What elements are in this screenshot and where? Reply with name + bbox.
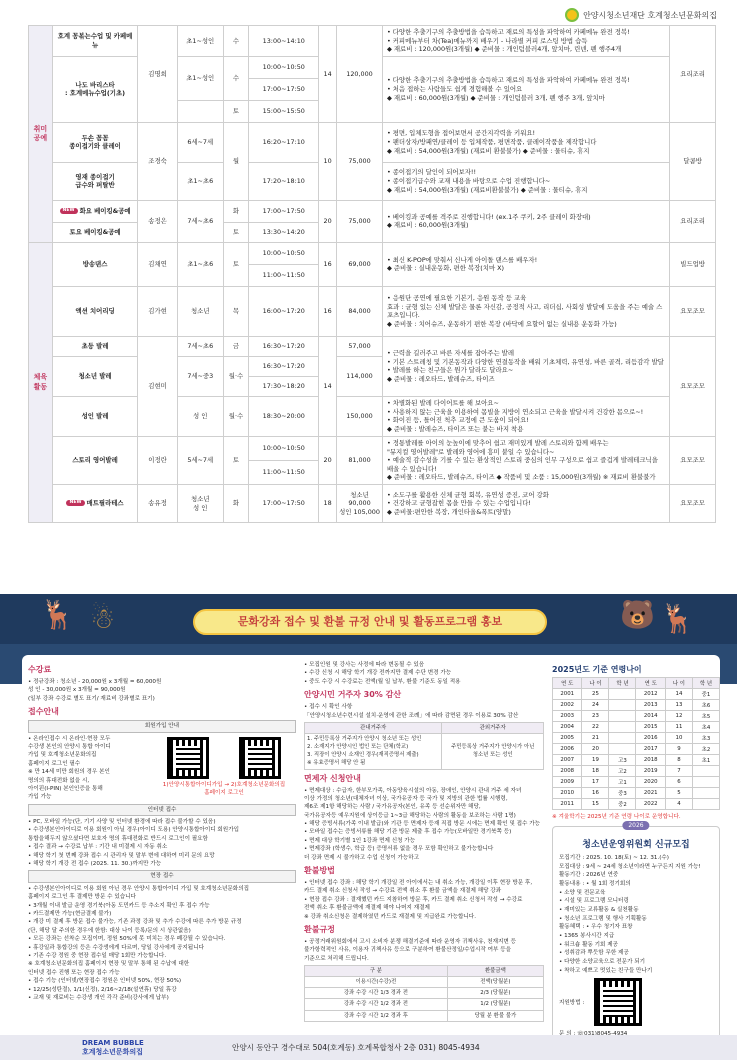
online-body: • PC, 모바일 가능(단, 기기 사양 및 인터넷 환경에 따라 접수 불가할 수 있음) • 수강생본인아이디로 이용 회원이 아닐 경우(아이디 도용) 안양시통합아이디 회원가입 통합을해두지 않으셨다면 보호자 명의 휴대전화로 반드시 로그인이 필요함 • 접수 결과 → 수강료 납부 : 기간 내 미결제 시 자동 취소 • 해당 학기 첫 번째 강좌 접수 시 관리자 및 말부 변에 대하여 미리 문의 요망 • 해당 학기 개강 전 접수 (2025. 11. 30.)까지만 가능 [28, 819, 240, 868]
program-name: 성인 발레 [52, 396, 137, 436]
day: 화 [223, 485, 249, 523]
refund-rule-title: 환불규정 [304, 924, 335, 934]
target: 7세~초6 [177, 200, 223, 242]
table-row: 2002 24 2013 13 초6 [553, 700, 720, 711]
description: • 종이접기의 달인이 되어보자!! • 종이접기급수와 교재 내용을 바탕으로 수업 진행합니다~ ◆ 재료비 : 54,000원(3개월) (재료비환불불가) ◆ 준비물 : 물티슈, 휴지 [382, 162, 669, 200]
fee: 120,000 [337, 26, 383, 123]
reindeer-icon: 🦌 [660, 602, 695, 635]
target: 초1~초6 [177, 242, 223, 286]
onsite-box-title: 현장 접수 [28, 870, 296, 882]
fee: 84,000 [337, 286, 383, 336]
table-row: 이용시간(수강)전 전액(당월분) [305, 977, 544, 988]
teacher: 송정은 [138, 200, 178, 242]
member-box-title: 회원가입 안내 [28, 720, 296, 732]
description: • 최신 K-POP에 맞춰서 신나게 아이돌 댄스를 배우자! ◆ 준비물 : 실내운동화, 편한 복장(치마 X) [382, 242, 669, 286]
refund-method-body: • 인터넷 접수 강좌 : 해당 학기 개강일 전 아이에서는 내 취소 가능, 개강일 이후 현장 방문 후, 카드 결제 취소 신청서 작성 → 수강료 전액 취소 후 환불 금액을 재결제 해당 강좌 • 현장 접수 강좌 : 결재했던 카드 지참하여 방문 후, 카드 결제 취소 신청서 작성 → 수강료 전액 취소 후 환불금액에 재결제 해야 나머지 재결제 ※ 강좌 취소신청은 결제하였던 카드로 재결제 및 지급완료 가능합니다. [304, 880, 533, 920]
exemption-body: • 면제대상 : 수급자, 한부모가족, 아동양육시설의 아동, 장애인, 안양시 관내 거주 세 자녀 이상 가정의 청소년(대체자녀 이상, 국가유공자 등 국가 및 지방의 관한 법률 시행령, 제6조 제1항 해당하는 사람 / 국가유공자(본인, 유족 등 선순위자만 해당, 국가유공자등 예우지원에 상이등급 1~3급 해당하는 사람의 활동을 보조하는 사람 1명) • 해당 증빙서류(가족 이내 발급)와 기관 등 면제자 등재 직접 방문 시에는 면제 확인 및 접수 가능 • 모바일 접수는 증빙서류를 해당 기관 방문 제출 후 접수 가능(모바일만 경기북쪽 등) • 면제 대상 학기별 1인 1강좌 면제 신청 가능 • 면제강좌 (학생수, 학급 등) 증명서류 없을 경우 포함 확인하고 불가능합니다 더 강좌 면제 시 불가하고 수업 신청이 가능하고 [304, 787, 541, 861]
info-panel [22, 655, 720, 1035]
capacity: 16 [319, 286, 337, 336]
target: 6세~7세 [177, 122, 223, 162]
teacher: 김채연 [138, 242, 178, 286]
target: 5세~7세 [177, 436, 223, 484]
capacity: 16 [319, 242, 337, 286]
target: 청소년 성 인 [177, 485, 223, 523]
day: 수 [223, 56, 249, 100]
target: 청소년 [177, 286, 223, 336]
time: 16:20~17:10 [249, 122, 319, 162]
age-table: 연 도 나 이 학 년 연 도 나 이 학 년 2001 25 2012 14 중1 2002 24 2013 13 초6 2003 23 2014 12 초5 2004 22 2015 11 초4 2005 21 2016 10 초3 2006 20 2017 9 초2 2007 19 고3 2018 8 초1 2008 18 고2 2019 7 2009 17 고1 2020 6 2010 16 중3 2021 5 2011 15 중2 2022 4 [552, 677, 720, 810]
program-name: NEW 화요 베이킹&공예 [52, 200, 137, 222]
teacher: 조경숙 [138, 122, 178, 200]
program-name: 토요 베이킹&공예 [52, 222, 137, 242]
table-row: 2005 21 2016 10 초3 [553, 733, 720, 744]
day: 금 [223, 336, 249, 356]
table-row: 강좌 수강 시간 1/2 경과 후 당월 분 환불 불가 [305, 1010, 544, 1021]
time: 18:30~20:00 [249, 396, 319, 436]
org-logo-icon [565, 8, 579, 22]
day: 월·수 [223, 396, 249, 436]
middle-column [304, 661, 544, 1024]
description: • 차별화된 발레 다이어트를 해 보아요~ • 사용하지 않는 근육을 이용하여 몸빌을 지방이 연소되고 근육을 발달시켜 건강한 몸으로~! • 화이진 등, 틀어진 척추 교정에 큰 도움이 되어요! ◆ 준비물 : 발레슈즈, 타이즈 또는 붙는 바지 착용 [382, 396, 669, 436]
description: • 평면, 입체도형을 접어보면서 공간지각력을 키워요! • 팬더상자/방패연/클레이 등 입체작품, 평면작품, 클레이작품을 제작합니다 ◆ 재료비 : 54,000원(3개월) (재료비 환불불가) ◆ 준비물 : 물티슈, 휴지 [382, 122, 669, 162]
target: 초1~성인 [177, 26, 223, 57]
discount-table: 관내거주자 관외거주자 1. 주민등록상 거주지가 안양시 청소년 또는 성인 2. 소재지가 안양시인 법인 또는 단체(학교) 3. 직장이 안양시 소재인 경우(재직증명서 제출) ※ 유효증명서 해당 안 됨 주민등록상 거주지가 안양시가 아닌 청소년 또는 성인 [304, 722, 544, 770]
time: 17:30~18:20 [249, 376, 319, 396]
reindeer-icon: 🦌 [40, 598, 75, 631]
table-row: 2006 20 2017 9 초2 [553, 744, 720, 755]
table-row: 2003 23 2014 12 초5 [553, 711, 720, 722]
time: 17:00~17:50 [249, 485, 319, 523]
age-title: 2025년도 기준 연령나이 [552, 665, 642, 674]
right-column [552, 661, 720, 1042]
refund-rule-body: • 공정거래위원회에서 고시 소비자 분쟁 해결기준에 따라 운영자 귀책사유, 천재지변 등 불가항력적인 사유, 이용자 귀책사유 등으로 구분하여 환불산정일/수업시작 여부 등을 기준으로 처리해 드립니다. [304, 938, 516, 962]
day: 월 [223, 122, 249, 200]
fee: 81,000 [337, 436, 383, 484]
time: 17:20~18:10 [249, 162, 319, 200]
fee: 69,000 [337, 242, 383, 286]
fee: 75,000 [337, 200, 383, 242]
fee: 57,000 [337, 336, 383, 356]
capacity: 20 [319, 436, 337, 484]
time: 17:00~17:50 [249, 200, 319, 222]
left-column [28, 661, 296, 1002]
refund-table: 구 분 환불금액 이용시간(수강)전 전액(당월분) 강좌 수강 시간 1/3 경과 전 2/3 (당월분) 강좌 수강 시간 1/2 경과 전 1/2 (당월분) 강좌 수강 시간 1/2 경과 후 당월 분 환불 불가 [304, 965, 544, 1022]
fee: 114,000 [337, 356, 383, 396]
place: 요모조모 [670, 436, 716, 484]
teacher: 김가현 [138, 286, 178, 336]
program-name: 스토리 영어발레 [52, 436, 137, 484]
age-note: ※ 겨울학기는 2025년 기준 연령 나이로 운영합니다. [552, 814, 681, 820]
youth-council-title: 청소년운영위원회 신규모집 [582, 840, 690, 850]
table-row: 2011 15 중2 2022 4 [553, 799, 720, 810]
day: 목 [223, 286, 249, 336]
time: 11:00~11:50 [249, 461, 319, 485]
place: 빌드업방 [670, 242, 716, 286]
table-row: 강좌 수강 시간 1/3 경과 전 2/3 (당월분) [305, 988, 544, 999]
program-name: 나도 바리스타 : 호계메뉴수업(기초) [52, 56, 137, 122]
capacity: 14 [319, 336, 337, 436]
category-sports: 체육 활동 [29, 242, 53, 522]
place: 요리조리 [670, 26, 716, 123]
table-row: 2010 16 중3 2021 5 [553, 788, 720, 799]
time: 16:30~17:20 [249, 356, 319, 376]
teacher: 이정란 [138, 436, 178, 484]
apply-label: 지원방법 : [559, 1000, 585, 1007]
youth-council-body: 모집기간 : 2025. 10. 18(토) ~ 12. 31.(수) 모집대상 : 9세 ~ 24세 청소년이라면 누구든지 지원 가능! 활동기간 : 2026년 연중 활동내용 : • 월 1회 정기회의 • 소양 및 전문교육 • 시설 및 프로그램 모니터링 • 재미있는 교류활동 & 실천활동 • 청소년 프로그램 및 행사 기획활동 활동혜택 : • 우수 청기자 표창 • 1365 봉사시간 지급 • 워크숍 활동 기회 제공 • 성취감과 뿌듯함 무한 제공 • 다양한 소양교육으로 전문가 되기 • 착하고 예쁘고 멋있는 친구들 만나기 [559, 855, 701, 974]
discount-sub: • 접수 시 확인 사항 「안양시청소년수련시설 설치·운영에 관한 조례」에 따라 감면된 경우 이용료 30% 감산 [304, 704, 519, 719]
teacher: 송유정 [138, 485, 178, 523]
target [177, 100, 223, 122]
bear-icon: 🐻 [620, 598, 655, 631]
fee-body: • 정규강좌 : 청소년 - 20,000원 x 3개월 = 60,000원 성 인 - 30,000원 x 3개월 = 90,000원 (일부 강좌 수강료 별도 표기/ 재료비 강좌별로 표기) [28, 679, 162, 702]
qr-code-icon[interactable] [239, 737, 281, 779]
program-name: 액션 치어리딩 [52, 286, 137, 336]
teacher: 김명희 [138, 26, 178, 123]
time: 15:00~15:50 [249, 100, 319, 122]
description: • 근력을 길러주고 바른 자세를 잡아주는 발레 • 기본 스트레칭 및 기본동작과 다양한 연결동작을 배워 기초체력, 유연성, 바른 골격, 리듬감각 발달 • 발레를 하는 친구들은 뭔가 달라도 달라요~ ◆ 준비물 : 레오타드, 발레슈즈, 타이즈 [382, 336, 669, 396]
target: 7세~중3 [177, 356, 223, 396]
target: 7세~초6 [177, 336, 223, 356]
place: 요모조모 [670, 485, 716, 523]
fee-title: 수강료 [28, 665, 52, 674]
fee: 75,000 [337, 122, 383, 200]
time: 10:00~10:50 [249, 242, 319, 264]
fee: 150,000 [337, 396, 383, 436]
day: 토 [223, 222, 249, 242]
online-box-title: 인터넷 접수 [28, 804, 296, 816]
registration-title: 접수안내 [28, 707, 59, 717]
day: 화 [223, 200, 249, 222]
program-name: NEW 매트필라테스 [52, 485, 137, 523]
day: 토 [223, 436, 249, 484]
member-body: • 온라인접수 시 온라인·현장 모두 수강생 본인의 안양시 통합 아이디 가입 및 호계청소년문화의집 홈페이지 로그인 필수 ※ 만 14세 미만 회원의 경우 본인 명의의 휴대전화 없을 시, 아이핀(I-PIN) 본인인증을 통해 가입 가능 [28, 735, 111, 801]
qr-code-icon[interactable] [594, 978, 642, 1026]
org-name: 안양시청소년재단 호계청소년문화의집 [583, 10, 717, 20]
place: 요모조모 [670, 286, 716, 336]
header [565, 8, 717, 22]
onsite-body: • 수강생본인아이디로 이용 회원 아닌 경우 안양시 통합아이디 가입 및 호계청소년문화의집 홈페이지 로그인 후 결제만 방문 수 있습니다 • 3개월 이내 발급 운영 경기북(아동 도민카드 등 추소지 확인 후 접수 가능 • 카드결제만 가능(현금결제 불가) • 개강 미 결제 후 방문 접수 불가능, 기존 과정 강좌 및 추가 수강에 따른 추가 방문 규정 (단, 해당 달 주의한 경우에 한함: 대상 나이 등록/문의 시 상관없음) • 모든 강좌는 선착순 모집이며, 정원 50%에 못 미치는 경우 폐강될 수 있습니다. • 휴강일과 통합강의 등은 수강생에게 다르며, 당일 강사에게 공지됩니다 • 기존 수강 정원 중 현장 접수일 매당 1회만 가능합니다. ※ 호계청소년문화의집 홈페이지 현장 및 말부 통해 된 수납에 대한 인터넷 접수 진행 또는 현장 접수 가능 • 접수 기능 (인터넷/현장접수 정원은 인터넷 50%, 현장 50%) • 12/25(성탄절), 1/1(신정), 2/16~2/18(설연휴) 당일 휴강 • 교재 및 재료비는 수강생 개인 각각 준비(강사에게 납부) [28, 885, 250, 1001]
footer-address: 안양시 동안구 경수대로 504(호계동) 호계복합청사 2층 031) 8045-4934 [232, 1043, 480, 1052]
place: 요모조모 [670, 336, 716, 436]
place: 요리조리 [670, 200, 716, 242]
description: • 다양한 추출기구의 추출방법을 습득하고 재료의 특성을 파악하여 카페메뉴 완전 정복! • 커피메뉴부터 차(Tea)메뉴까지 배우기 - 나라별 커피 로스팅 방법 습득 ◆ 재료비 : 120,000원(3개월) ◆ 준비물 : 개인텀블러4개, 앞치마, 린넨, 펜 행주4개 [382, 26, 669, 57]
description: • 다양한 추출기구의 추출방법을 습득하고 재료의 특성을 파악하여 카페메뉴 완전 정복! • 처음 접하는 사람들도 쉽게 경험해볼 수 있어요 ◆ 재료비 : 60,000원(3개월) ◆ 준비물 : 개인텀블러 3개, 펜 행주 3개, 앞치마 [382, 56, 669, 122]
program-name: 방송댄스 [52, 242, 137, 286]
capacity: 14 [319, 26, 337, 123]
footer [0, 1035, 737, 1060]
footer-logo: DREAM BUBBLE 호계청소년문화의집 [82, 1038, 144, 1056]
program-name: 청소년 발레 [52, 356, 137, 396]
description: • 정통발레를 아이의 눈높이에 맞추어 쉽고 재미있게 발레 스토리와 함께 배우는 "뮤지컬 영어발레"로 발레와 영어에 흥미 붙일 수 있습니다~ • 예술적 감수성을 기를 수 있는 환상적인 스토리 중심의 인무 구성으로 쉽고 즐겁게 발레테크닉을 배울 수 있습니다! ◆ 준비물 : 레오타드, 발레슈즈, 타이즈 ◆ 작품비 및 소품 : 15,000원(3개월) ※ 재료비 환불불가 [382, 436, 669, 484]
target: 초1~성인 [177, 56, 223, 100]
teacher: 김현미 [138, 336, 178, 436]
qr-code-icon[interactable] [167, 737, 209, 779]
table-row: 2008 18 고2 2019 7 [553, 766, 720, 777]
description: • 베이킹과 공예를 격주로 진행합니다! (ex.1주 쿠키, 2주 클레이 화장대) ◆ 재료비 : 60,000원(3개월) [382, 200, 669, 242]
time: 13:30~14:20 [249, 222, 319, 242]
time: 13:00~14:10 [249, 26, 319, 57]
youth-council-box [552, 822, 720, 1042]
description: • 소도구를 활용한 신체 균형 회복, 유연성 증진, 코어 강화 • 건강하고 균형잡힌 몸을 만들 수 있는 수업입니다! ◆ 준비물:편안한 복장, 개인타올&폭트(양말) [382, 485, 669, 523]
discount-title: 안양시민 거주자 30% 감산 [304, 690, 402, 700]
program-name: 두손 꼼꼼 종이접기와 클레이 [52, 122, 137, 162]
day: 수 [223, 26, 249, 57]
exemption-title: 면제자 신청안내 [304, 773, 361, 783]
category-hobby: 취미 공예 [29, 26, 53, 243]
program-name: 초등 발레 [52, 336, 137, 356]
notice-body: • 모집인원 및 강사는 사정에 따라 변동될 수 있음 • 수강 신청 시 해당 학기 개강 전까지만 결제 수단 변경 가능 • 중도 수강 시 수강료는 전액(월 일 납부, 환불 기준도 동일 적용 [304, 662, 461, 685]
table-row: 2009 17 고1 2020 6 [553, 777, 720, 788]
time: 10:00~10:50 [249, 56, 319, 78]
program-name: 호계 꽁볶는수업 및 카페메뉴 [52, 26, 137, 57]
time: 16:00~17:20 [249, 286, 319, 336]
year-badge: 2026 [622, 821, 649, 830]
time: 16:30~17:20 [249, 336, 319, 356]
day: 토 [223, 242, 249, 286]
description: • 응원단 공연에 필요한 기본기, 응원 동작 등 교육 효과 : 균형 있는 신체 발달은 물론 자신감, 공정적 사고, 리더십, 사회성 발달에 도움을 주는 예술 스포츠입니다. ◆ 준비물 : 치어슈즈, 운동하기 편한 복장 (바닥에 요할어 없는 실내용 운동화 가능) [382, 286, 669, 336]
capacity: 10 [319, 122, 337, 200]
snowman-icon: ☃ [90, 602, 116, 635]
target: 초1~초6 [177, 162, 223, 200]
target: 성 인 [177, 396, 223, 436]
new-badge: NEW [60, 208, 78, 214]
program-name: 영재 종이접기 급수와 퍼탈반 [52, 162, 137, 200]
place: 달콤방 [670, 122, 716, 200]
table-row: 강좌 수강 시간 1/2 경과 전 1/2 (당월분) [305, 999, 544, 1010]
banner-title: 문화강좌 접수 및 환불 규정 안내 및 활동프로그램 홍보 [193, 609, 547, 635]
capacity: 20 [319, 200, 337, 242]
day: 월·수 [223, 356, 249, 396]
table-row: 2004 22 2015 11 초4 [553, 722, 720, 733]
time: 17:00~17:50 [249, 78, 319, 100]
time: 10:00~10:50 [249, 436, 319, 460]
day: 토 [223, 100, 249, 122]
program-table [28, 25, 716, 523]
table-row: 2007 19 고3 2018 8 초1 [553, 755, 720, 766]
table-row: 2001 25 2012 14 중1 [553, 689, 720, 700]
time: 11:00~11:50 [249, 264, 319, 286]
capacity: 18 [319, 485, 337, 523]
fee: 청소년 90,000 성인 105,000 [337, 485, 383, 523]
refund-method-title: 환불방법 [304, 866, 335, 876]
qr-label: 1)안양시통합아이디가입 → 2)호계청소년문화의집 홈페이지 로그인 [162, 781, 286, 796]
new-badge: NEW [66, 500, 84, 506]
